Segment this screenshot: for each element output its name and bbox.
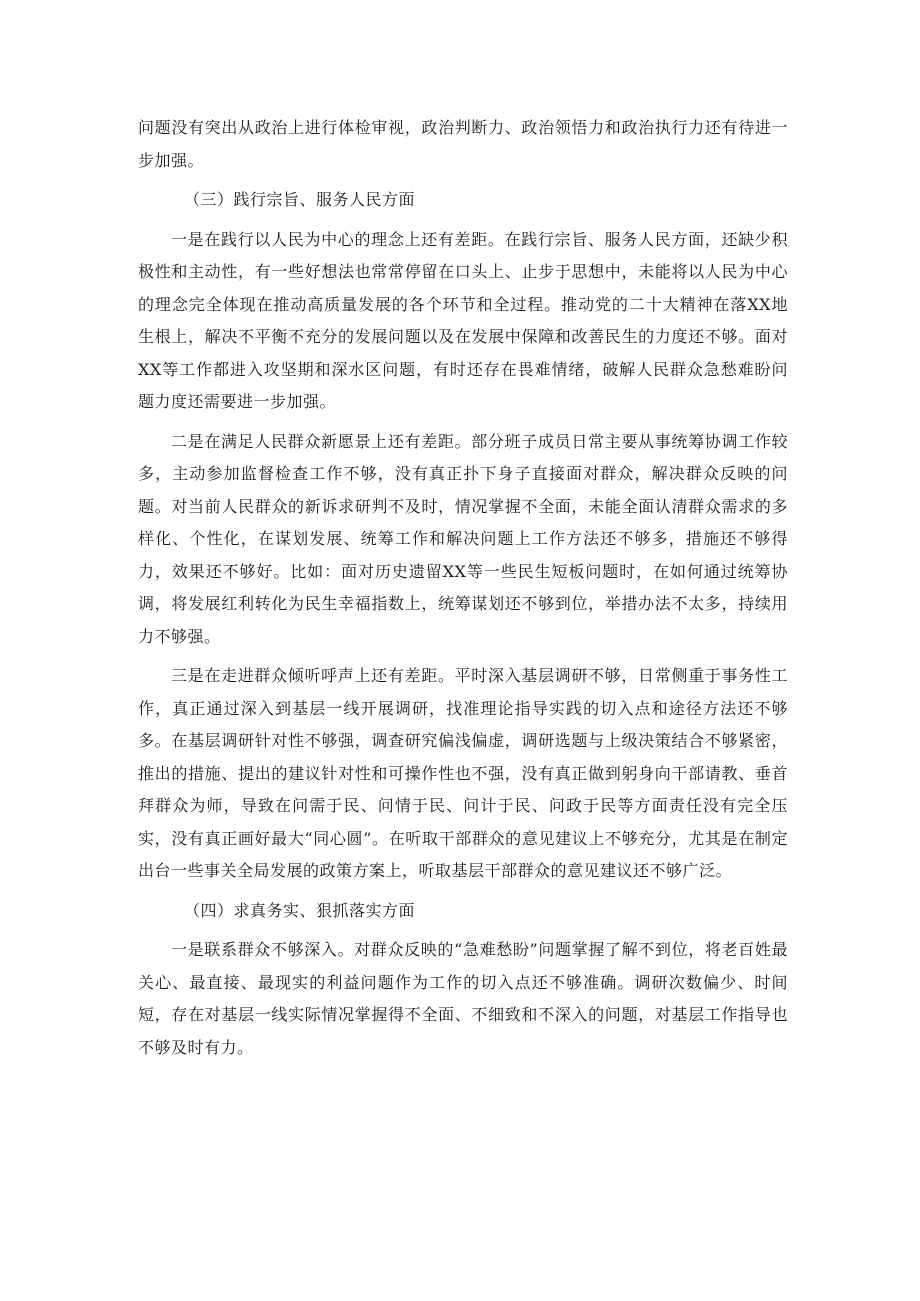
paragraph-point-one: 一是在践行以人民为中心的理念上还有差距。在践行宗旨、服务人民方面，还缺少积极性和主动性，有一些好想法也常常停留在口头上、止步于思想中，未能将以人民为中心的理念完全体现在推动高质量发展的各个环节和全过程。推动党的二十大精神在落XX地生根上，解决不平衡不充分的发展问题以及在发展中保障和改善民生的力度还不够。面对XX等工作都进入攻坚期和深水区问题，有时还存在畏难情绪，破解人民群众急愁难盼问题力度还需要进一步加强。: [138, 229, 788, 411]
section-heading-four: （四）求真务实、狠抓落实方面: [184, 900, 416, 920]
paragraph-point-one-section-four: 一是联系群众不够深入。对群众反映的“急难愁盼”问题掌握了解不到位，将老百姓最关心、最直接、最现实的利益问题作为工作的切入点还不够准确。调研次数偏少、时间短，存在对基层一线实际情况掌握得不全面、不细致和不深入的问题，对基层工作指导也不够及时有力。: [138, 940, 788, 1057]
document-page: [138, 112, 788, 1064]
paragraph-point-two: 二是在满足人民群众新愿景上还有差距。部分班子成员日常主要从事统筹协调工作较多，主动参加监督检查工作不够，没有真正扑下身子直接面对群众，解决群众反映的问题。对当前人民群众的新诉求研判不及时，情况掌握不全面，未能全面认清群众需求的多样化、个性化，在谋划发展、统筹工作和解决问题上工作方法还不够多，措施还不够得力，效果还不够好。比如：面对历史遗留XX等一些民生短板问题时，在如何通过统筹协调，将发展红利转化为民生幸福指数上，统筹谋划还不够到位，举措办法不太多，持续用力不够强。: [138, 431, 788, 646]
paragraph-continuation: 问题没有突出从政治上进行体检审视，政治判断力、政治领悟力和政治执行力还有待进一步加强。: [138, 118, 788, 170]
section-heading-three: （三）践行宗旨、服务人民方面: [184, 190, 416, 209]
paragraph-point-three: 三是在走进群众倾听呼声上还有差距。平时深入基层调研不够，日常侧重于事务性工作，真正通过深入到基层一线开展调研，找准理论指导实践的切入点和途径方法还不够多。在基层调研针对性不够强，调查研究偏浅偏虚，调研选题与上级决策结合不够紧密，推出的措施、提出的建议针对性和可操作性也不强，没有真正做到躬身向干部请教、垂首拜群众为师，导致在问需于民、问情于民、问计于民、问政于民等方面责任没有完全压实，没有真正画好最大“同心圆”。在听取干部群众的意见建议上不够充分，尤其是在制定出台一些事关全局发展的政策方案上，听取基层干部群众的意见建议还不够广泛。: [138, 666, 788, 880]
